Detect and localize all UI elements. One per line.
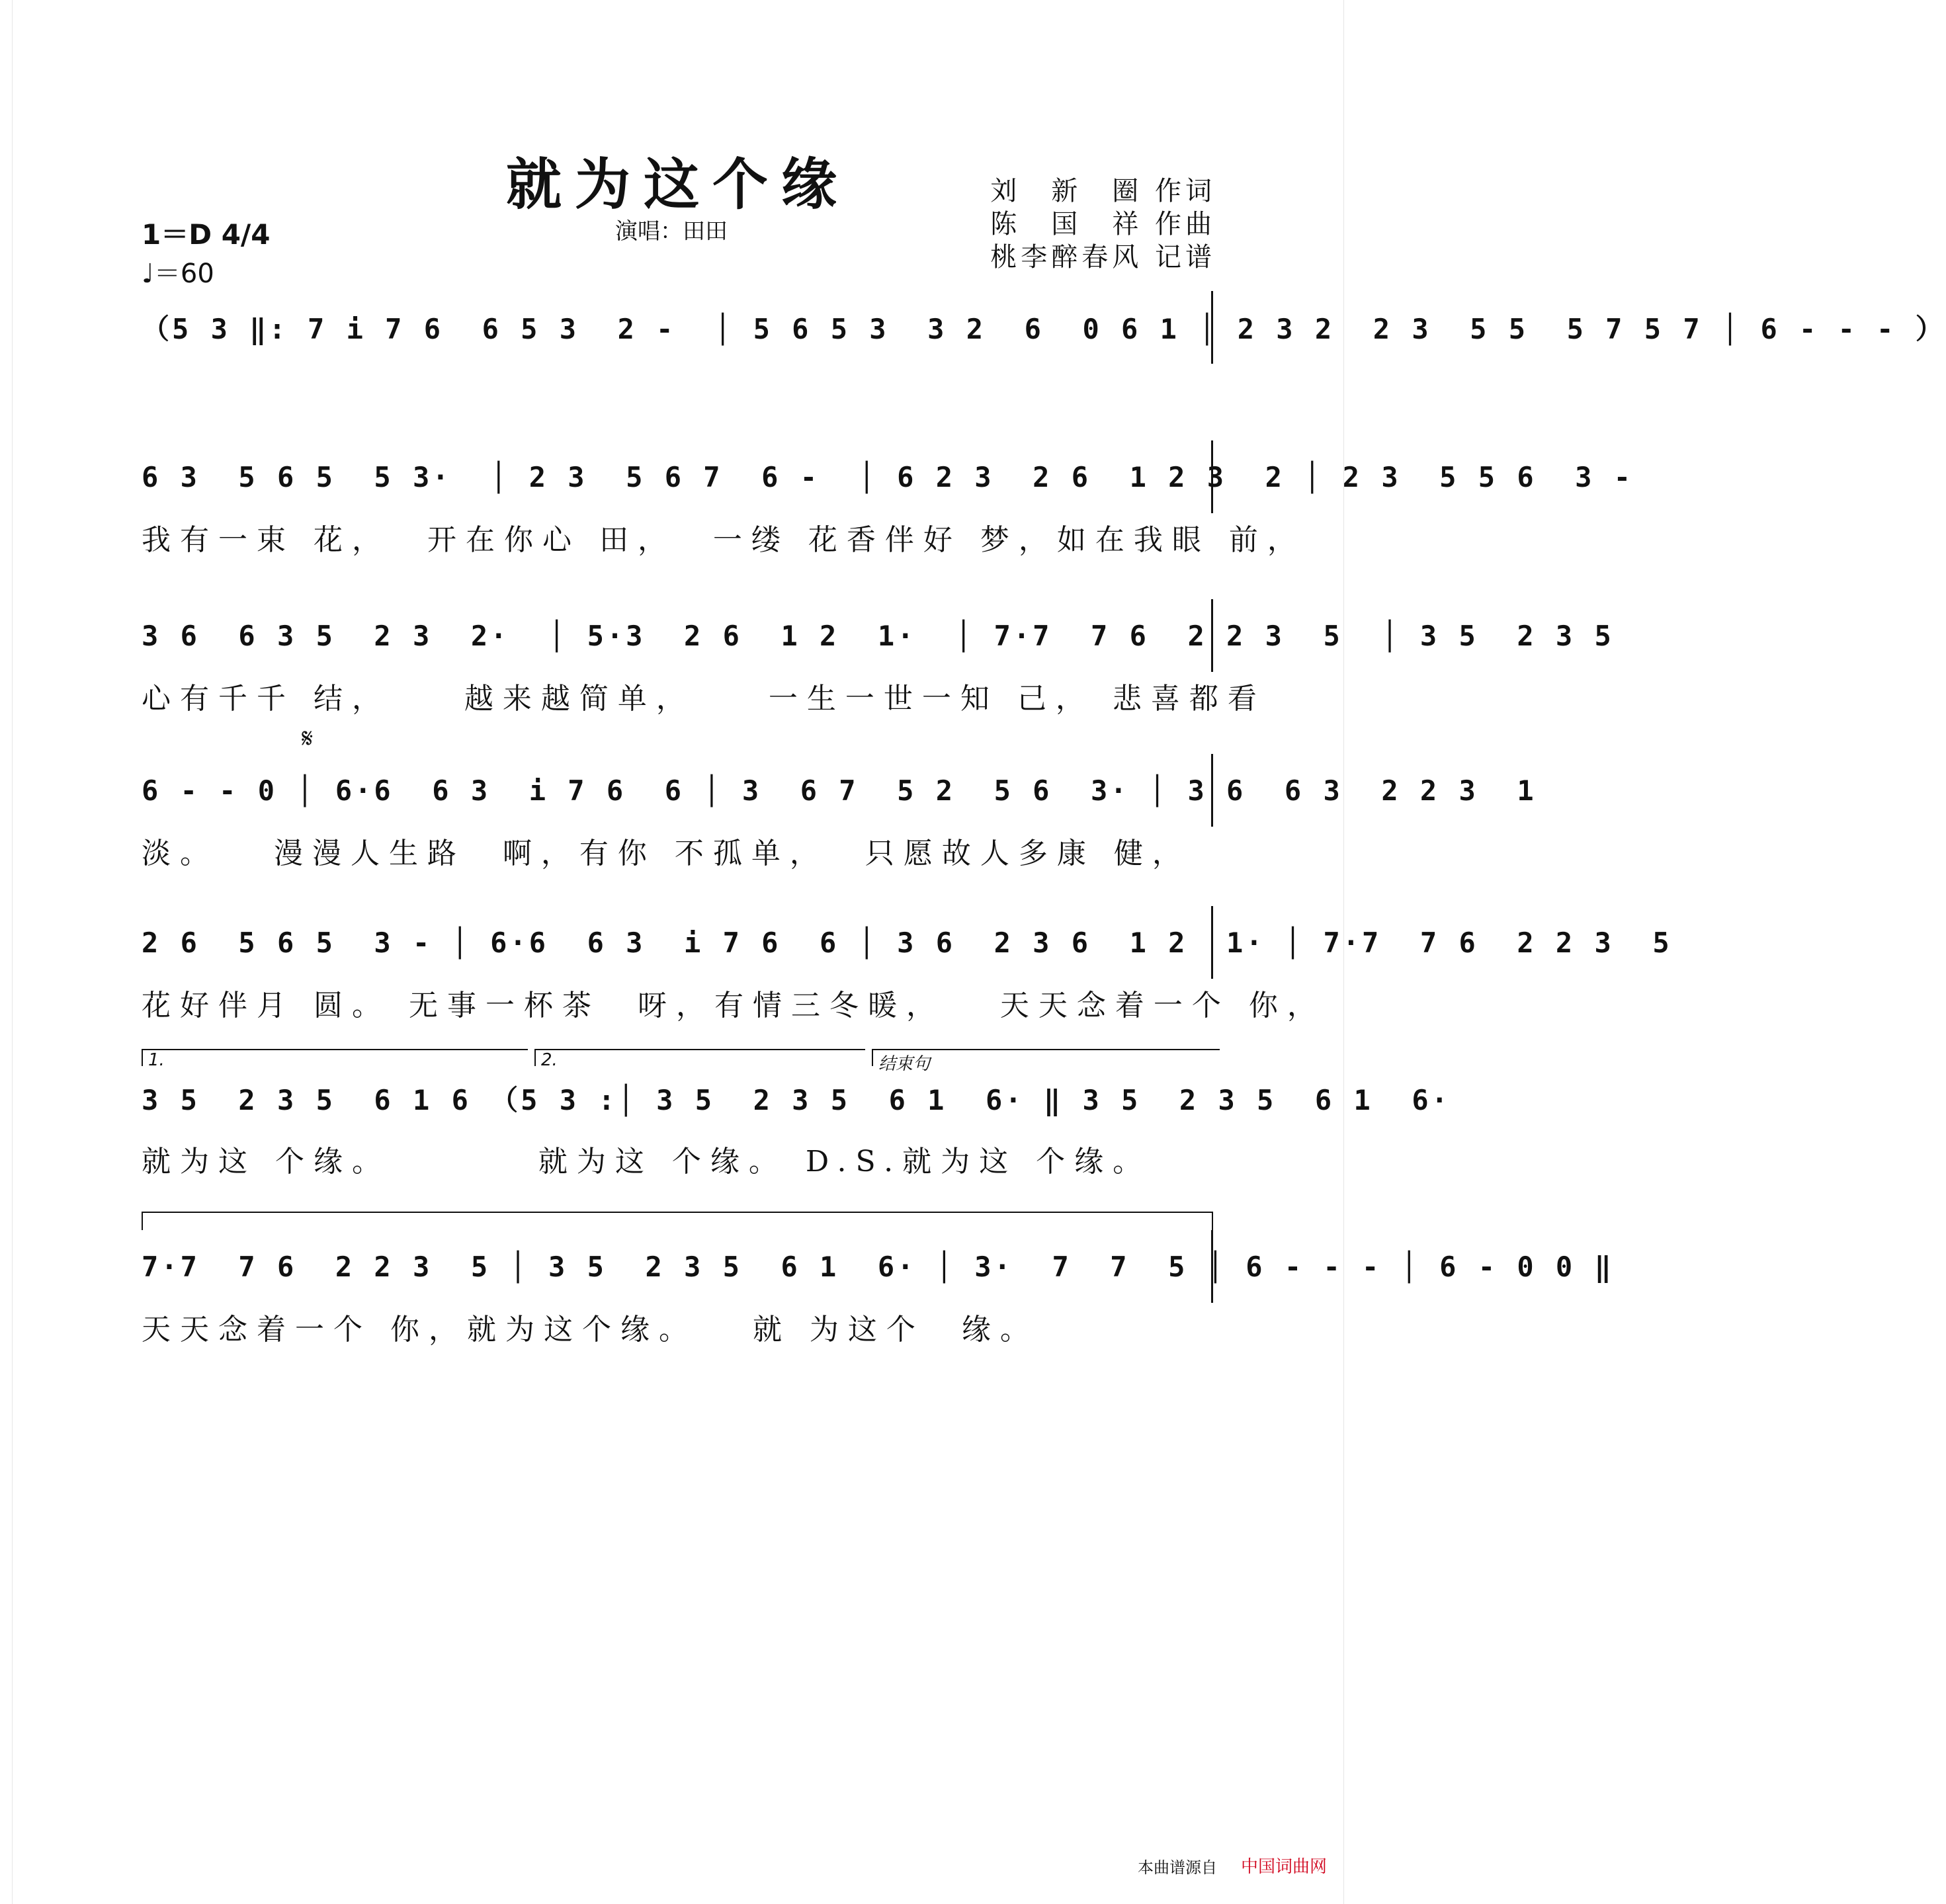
score-line-5 (142, 906, 1672, 1045)
notes-row: 6 - - 0 │ 6·6 6 3 i 7 6 6 │ 3 6 7 5 2 5 6 3· │ 3 6 6 3 2 2 3 1 (142, 754, 1213, 827)
notes-row: 3 5 2 3 5 6 1 6 （5 3 :│ 3 5 2 3 5 6 1 6· ‖ 3 5 2 3 5 6 1 6· (142, 1084, 1451, 1116)
lyrics-row: 就为这 个缘。 就为这 个缘。 D.S.就为这 个缘。 (142, 1145, 1152, 1179)
footer-source-text: 本曲谱源自 (1138, 1858, 1217, 1877)
first-ending-bracket: 1. (142, 1049, 528, 1066)
notes-row: 3 6 6 3 5 2 3 2· │ 5·3 2 6 1 2 1· │ 7·7 7 6 2 2 3 5 │ 3 5 2 3 5 (142, 599, 1213, 672)
notes-row: 2 6 5 6 5 3 - │ 6·6 6 3 i 7 6 6 │ 3 6 2 3 6 1 2 1· │ 7·7 7 6 2 2 3 5 (142, 906, 1213, 979)
key-signature: 1＝D 4/4 (142, 218, 271, 251)
score-line-4 (142, 724, 1537, 893)
score-line-7 (142, 1230, 1614, 1369)
composer-credit: 陈 国 祥 作曲 (990, 209, 1216, 239)
score-line-3 (142, 599, 1614, 738)
lyricist-credit: 刘 新 圈 作词 (990, 176, 1216, 206)
tempo-marking: ♩＝60 (142, 259, 214, 289)
lyrics-row: 淡。 漫漫人生路 啊，有你 不孤单， 只愿故人多康 健， (142, 837, 1191, 870)
segno-sign: 𝄋 (302, 724, 314, 754)
notes-row: 6 3 5 6 5 5 3· │ 2 3 5 6 7 6 - │ 6 2 3 2 6 1 2 3 2 │ 2 3 5 5 6 3 - (142, 440, 1213, 513)
song-title: 就为这个缘 (505, 151, 850, 217)
second-ending-bracket: 2. (534, 1049, 865, 1066)
ending-phrase-bracket-line (142, 1212, 1213, 1230)
notes-row: 7·7 7 6 2 2 3 5 │ 3 5 2 3 5 6 1 6· │ 3· 7 7 5 │ 6 - - - │ 6 - 0 0 ‖ (142, 1230, 1213, 1303)
score-line-6 (142, 1050, 1451, 1201)
credits-block (990, 175, 1216, 274)
singer-credit: 演唱：田田 (615, 218, 728, 245)
lyrics-row: 天天念着一个 你，就为这个缘。 就 为这个 缘。 (142, 1313, 1038, 1346)
left-margin-strip (0, 0, 13, 1904)
lyrics-row: 我有一束 花， 开在你心 田， 一缕 花香伴好 梦，如在我眼 前， (142, 523, 1306, 557)
score-line-2 (142, 440, 1634, 579)
lyrics-row (142, 364, 1213, 430)
lyrics-row: 花好伴月 圆。 无事一杯茶 呀，有情三冬暖， 天天念着一个 你， (142, 989, 1326, 1022)
ending-phrase-bracket: 结束句 (872, 1049, 1220, 1066)
lyrics-row: 心有千千 结， 越来越简单， 一生一世一知 己， 悲喜都看 (142, 682, 1266, 716)
footer-site-link[interactable]: 中国词曲网 (1240, 1857, 1327, 1877)
transcriber-credit: 桃李醉春风 记谱 (990, 242, 1216, 272)
notes-row: （5 3 ‖: 7 i 7 6 6 5 3 2 - │ 5 6 5 3 3 2 6 0 6 1 │ 2 3 2 2 3 5 5 5 7 5 7 │ 6 - - - ） (142, 291, 1213, 364)
score-line-1 (142, 291, 1946, 430)
